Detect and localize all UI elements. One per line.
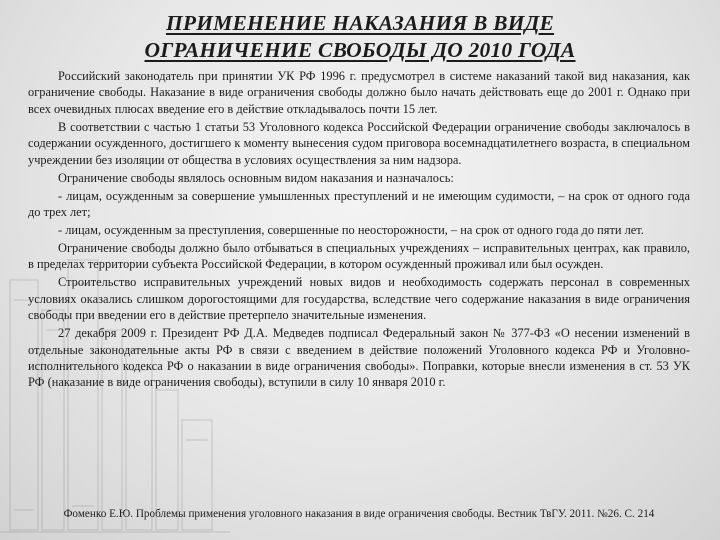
title-line-2: ОГРАНИЧЕНИЕ СВОБОДЫ ДО 2010 ГОДА (144, 38, 576, 62)
paragraph-construction-costs: Строительство исправительных учреждений новых видов и необходимость содержать персонал в современных условиях оказались слишком дорогостоящими для государства, вследствие чего содержание наказания в виде ограничения свободы при введении его в действие претерпело значительные изменения. (28, 275, 690, 323)
paragraph-main-punishment: Ограничение свободы являлось основным видом наказания и назначалось: (58, 170, 454, 185)
paragraph-introduction: Российский законодатель при принятии УК РФ 1996 г. предусмотрел в системе наказаний такой вид наказания, как ограничение свободы. Наказание в виде ограничения свободы должно было начать действовать еще до 2001 г. Однако при всех очевидных плюсах введение его в действие откладывалось почти 15 лет. (28, 69, 690, 116)
source-citation: Фоменко Е.Ю. Проблемы применения уголовного наказания в виде ограничения свободы. Вестник ТвГУ. 2011. №26. С. 214 (63, 508, 655, 520)
paragraph-list-item-negligence: - лицам, осужденным за преступления, совершенные по неосторожности, – на срок от одного года до пяти лет. (58, 223, 644, 238)
paragraph-federal-law-377: 27 декабря 2009 г. Президент РФ Д.А. Медведев подписал Федеральный закон № 377-ФЗ «О несении изменений в отдельные законодательные акты РФ в связи с введением в действие положений Уголовного кодекса РФ и Уголовно-исполнительного кодекса РФ о наказании в виде ограничения свободы». Поправки, которые внесли изменения в ст. 53 УК РФ (наказание в виде ограничения свободы), вступили в силу 10 января 2010 г. (28, 326, 690, 390)
paragraph-list-item-intentional: - лицам, осужденным за совершение умышленных преступлений и не имеющим судимости, – на срок от одного года до трех лет; (28, 188, 690, 220)
paragraph-correctional-centers: Ограничение свободы должно было отбываться в специальных учреждениях – исправительных центрах, как правило, в пределах территории субъекта Российской Федерации, в котором осужденный проживал или был осужден. (28, 241, 690, 272)
slide-body-text (28, 68, 690, 392)
title-line-1: ПРИМЕНЕНИЕ НАКАЗАНИЯ В ВИДЕ (165, 11, 555, 35)
slide-title (40, 10, 680, 64)
paragraph-article-53: В соответствии с частью 1 статьи 53 Уголовного кодекса Российской Федерации ограничение свободы заключалось в содержании осужденного, достигшего к моменту вынесения судом приговора восемнадцатилетнего возраста, в специальном учреждении без изоляции от общества в условиях осуществления за ним надзора. (28, 119, 690, 167)
